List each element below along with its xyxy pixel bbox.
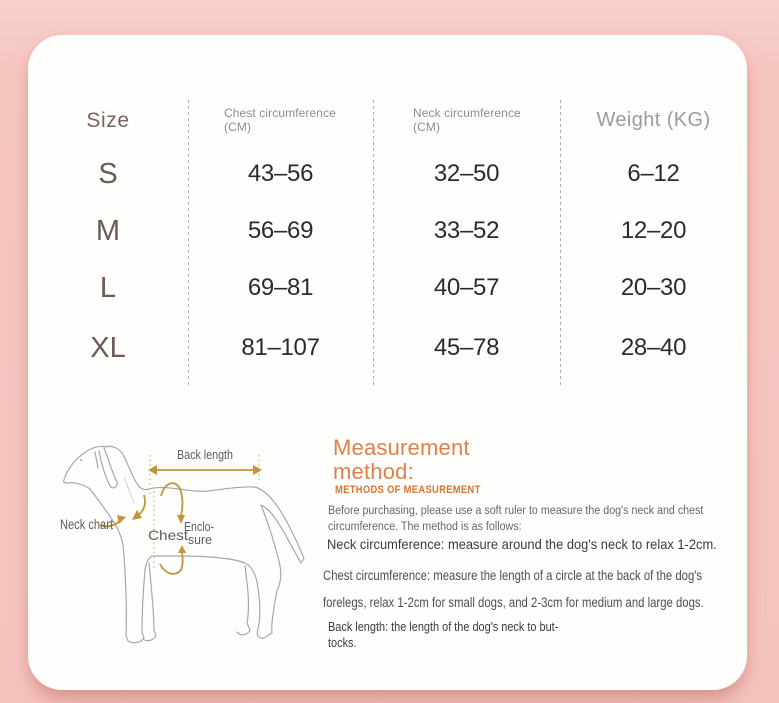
chest-value: 43–56	[247, 160, 314, 187]
weight-value: 20–30	[620, 274, 687, 301]
table-row-m	[28, 217, 747, 245]
chest-circumference-instruction-line1: Chest circumference: measure the length of a circle at the back of the dog's	[323, 568, 703, 583]
chest-value: 81–107	[241, 334, 320, 361]
weight-value: 12–20	[620, 217, 687, 244]
chest-circumference-instruction-line2: forelegs, relax 1-2cm for small dogs, and 2-3cm for medium and large dogs.	[323, 595, 704, 610]
dotted-guide-lines	[150, 455, 259, 568]
neck-value: 33–52	[433, 217, 500, 244]
weight-value: 6–12	[627, 160, 680, 187]
dog-measurement-diagram	[40, 425, 340, 695]
back-length-instruction-line2: tocks.	[328, 635, 357, 650]
weight-value: 28–40	[620, 334, 687, 361]
column-header-size: Size	[86, 109, 130, 132]
methods-of-measurement-subtitle: METHODS OF MEASUREMENT	[335, 484, 481, 496]
dog-eye	[80, 459, 82, 461]
measurement-intro-text: Before purchasing, please use a soft ruler to measure the dog's neck and chest circumference. The method is as follows:	[328, 505, 704, 533]
chest-value: 69–81	[247, 274, 314, 301]
column-header-neck-unit: (CM)	[413, 119, 441, 134]
size-label: L	[99, 272, 117, 304]
chest-value: 56–69	[247, 217, 314, 244]
neck-value: 32–50	[433, 160, 500, 187]
column-header-neck-line1: Neck circumference	[413, 106, 521, 120]
chest-label: Chest	[148, 527, 189, 543]
table-row-xl	[28, 334, 747, 362]
measurement-title-line2: method:	[333, 459, 414, 484]
enclosure-label-line1: Enclo-	[184, 519, 214, 534]
table-row-l	[28, 274, 747, 302]
back-length-instruction	[328, 619, 558, 651]
dog-outline-illustration	[64, 446, 304, 642]
column-header-chest	[224, 107, 336, 134]
column-header-chest-unit: (CM)	[224, 119, 252, 134]
column-header-weight: Weight (KG)	[596, 109, 711, 131]
neck-chart-label: Neck chart	[60, 517, 114, 532]
measurement-method-title	[333, 436, 470, 484]
table-row-s	[28, 160, 747, 188]
size-label: XL	[90, 332, 126, 364]
enclosure-label-line2: sure	[188, 532, 212, 547]
neck-value: 40–57	[433, 274, 500, 301]
size-label: S	[98, 158, 118, 190]
column-header-neck	[413, 107, 521, 134]
column-header-chest-line1: Chest circumference	[224, 106, 336, 120]
back-length-arrow	[148, 465, 262, 475]
back-length-label: Back length	[177, 448, 234, 462]
size-chart-card	[28, 35, 747, 690]
measurement-title-line1: Measurement	[333, 435, 470, 460]
neck-value: 45–78	[433, 334, 500, 361]
neck-circumference-instruction: Neck circumference: measure around the dog's neck to relax 1-2cm.	[327, 536, 717, 552]
size-label: M	[95, 215, 121, 247]
back-length-instruction-line1: Back length: the length of the dog's neck to but-	[328, 619, 559, 634]
